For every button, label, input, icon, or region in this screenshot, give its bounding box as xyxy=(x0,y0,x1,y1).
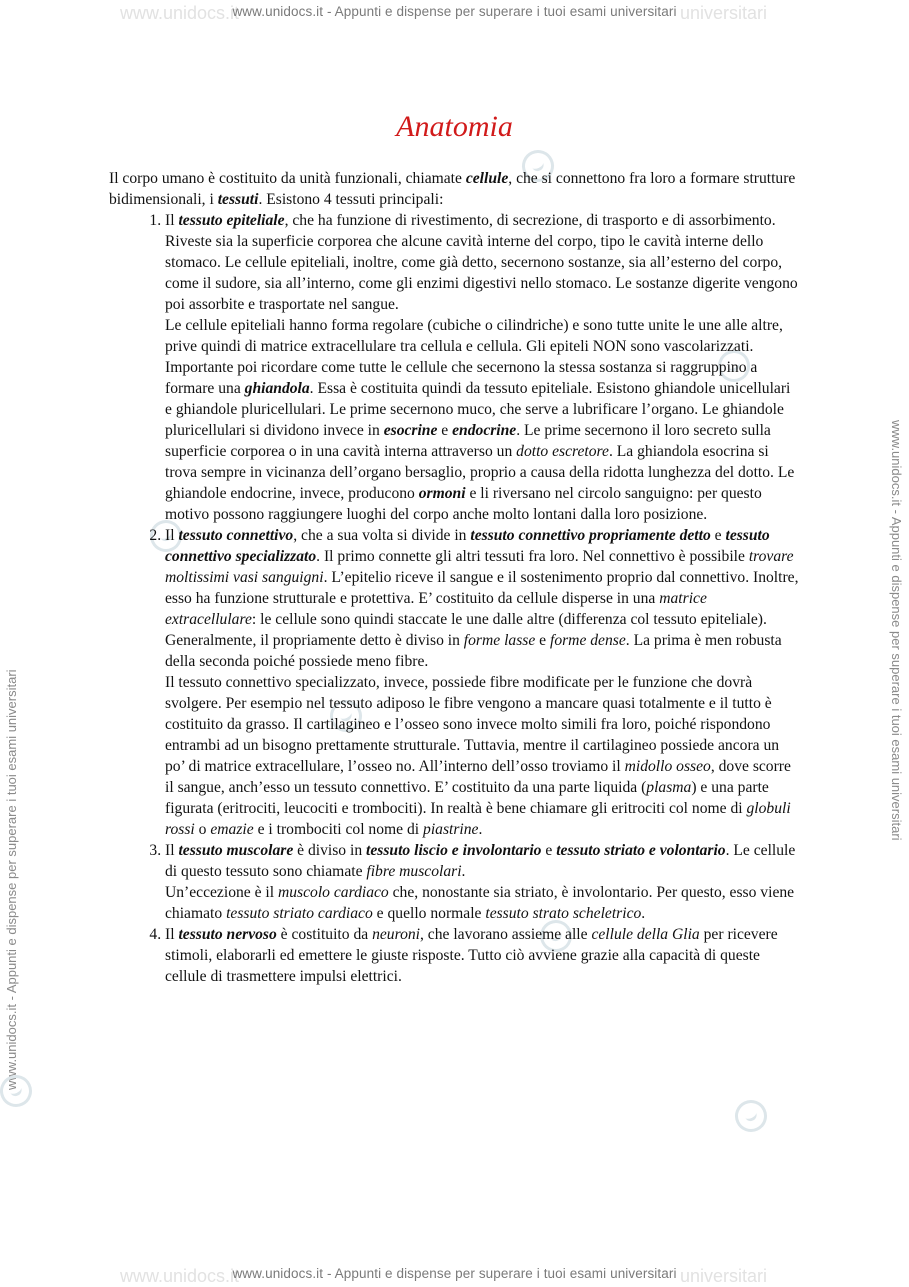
list-item-muscle: 3. Il tessuto muscolare è diviso in tessuto liscio e involontario e tessuto striato e volontario. Le cellule di questo tessuto sono chiamate fibre muscolari. Un’eccezione è il muscolo cardiaco che, nonostante sia striato, è involontario. Per questo, esso viene chiamato tessuto striato cardiaco e quello normale tessuto strato scheletrico. xyxy=(165,840,799,924)
watermark-ghost-text: www.unidocs.it xyxy=(120,1266,240,1286)
watermark-ghost-text: universitari xyxy=(680,1266,768,1286)
watermark-ghost-text: universitari xyxy=(680,3,768,23)
list-item-nervous: 4. Il tessuto nervoso è costituito da neuroni, che lavorano assieme alle cellule della Glia per ricevere stimoli, elaborarli ed emettere le giuste risposte. Tutto ciò avviene grazie alla capacità di queste cellule di trasmettere impulsi elettrici. xyxy=(165,924,799,987)
side-watermark-left: www.unidocs.it - Appunti e dispense per superare i tuoi esami universitari xyxy=(4,669,19,1090)
list-item-connective: 2. Il tessuto connettivo, che a sua volta si divide in tessuto connettivo propriamente detto e tessuto connettivo specializzato. Il primo connette gli altri tessuti fra loro. Nel connettivo è possibile trovare moltissimi vasi sanguigni. L’epitelio riceve il sangue e il sostenimento proprio dal connettivo. Inoltre, esso ha funzione strutturale e protettiva. E’ costituito da cellule disperse in una matrice extracellulare: le cellule sono quindi staccate le une dalle altre (differenza col tessuto epiteliale). Generalmente, il propriamente detto è diviso in forme lasse e forme dense. La prima è men robusta della seconda poiché possiede meno fibre. Il tessuto connettivo specializzato, invece, possiede fibre modificate per le funzione che dovrà svolgere. Per esempio nel tessuto adiposo le fibre vengono a mancare quasi totalmente e il tutto è costituito da grasso. Il cartilagineo e l’osseo sono invece molto simili fra loro, poiché rispondono entrambi ad un bisogno prettamente strutturale. Tuttavia, mentre il cartilagineo possiede ancora un po’ di matrice extracellulare, l’osseo no. All’interno dell’osso troviamo il midollo osseo, dove scorre il sangue, anch’esso un tessuto connettivo. E’ costituito da una parte liquida (plasma) e una parte figurata (eritrociti, leucociti e trombociti). In realtà è bene chiamare gli eritrociti col nome di globuli rossi o emazie e i trombociti col nome di piastrine. xyxy=(165,525,799,840)
footer-watermark: www.unidocs.it - Appunti e dispense per superare i tuoi esami universitari xyxy=(232,1266,677,1281)
side-watermark-right: www.unidocs.it - Appunti e dispense per superare i tuoi esami universitari xyxy=(889,420,904,841)
page-title: Anatomia xyxy=(396,110,513,143)
intro-paragraph: Il corpo umano è costituito da unità funzionali, chiamate cellule, che si connettono fra loro a formare strutture bidimensionali, i tessuti. Esistono 4 tessuti principali: xyxy=(109,170,796,208)
list-item-epithelial: 1. Il tessuto epiteliale, che ha funzione di rivestimento, di secrezione, di trasporto e di assorbimento. Riveste sia la superficie corporea che alcune cavità interne del corpo, tipo le cavità interne dello stomaco. Le cellule epiteliali, inoltre, come già detto, secernono sostanze, sia all’esterno del corpo, come il sudore, sia all’interno, come gli enzimi digestivi nello stomaco. Le sostanze digerite vengono poi assorbite e trasportate nel sangue. Le cellule epiteliali hanno forma regolare (cubiche o cilindriche) e sono tutte unite le une alle altre, prive quindi di matrice extracellulare tra cellula e cellula. Gli epiteli NON sono vascolarizzati. Importante poi ricordare come tutte le cellule che secernono la stessa sostanza si raggruppino a formare una ghiandola. Essa è costituita quindi da tessuto epiteliale. Esistono ghiandole unicellulari e ghiandole pluricellulari. Le prime secernono muco, che serve a lubrificare l’organo. Le ghiandole pluricellulari si dividono invece in esocrine e endocrine. Le prime secernono il loro secreto sulla superficie corporea o in una cavità interna attraverso un dotto escretore. La ghiandola esocrina si trova sempre in vicinanza dell’organo bersaglio, proprio a causa della ridotta lunghezza del dotto. Le ghiandole endocrine, invece, producono ormoni e li riversano nel circolo sanguigno: per questo motivo possono raggiungere luoghi del corpo anche molto lontani dalla loro posizione. xyxy=(165,210,799,525)
unidocs-logo-icon xyxy=(730,1095,773,1138)
header-watermark: www.unidocs.it - Appunti e dispense per superare i tuoi esami universitari xyxy=(232,4,677,19)
watermark-ghost-text: www.unidocs.it xyxy=(120,3,240,23)
tissue-list xyxy=(109,210,799,987)
document-body xyxy=(109,168,799,987)
